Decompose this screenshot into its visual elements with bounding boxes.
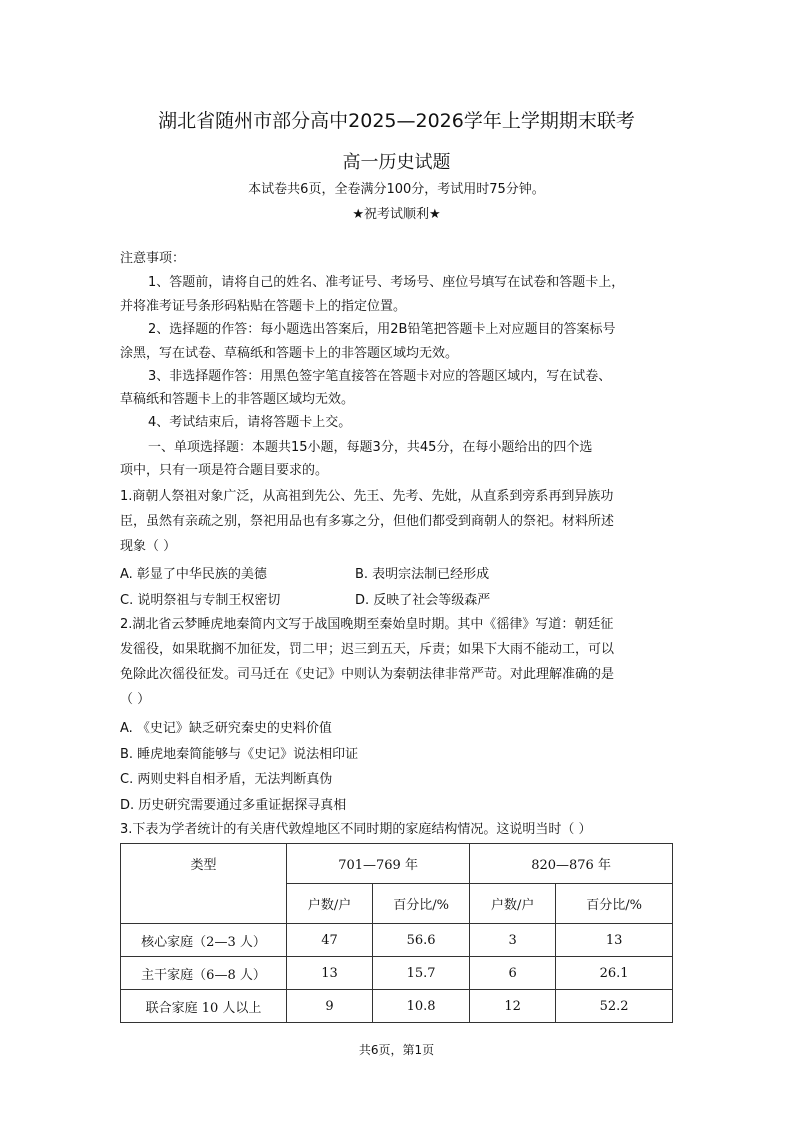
- table-header-percent-1: 百分比/%: [373, 884, 470, 924]
- table-header-households-2: 户数/户: [470, 884, 556, 924]
- table-header-period-1: 701—769 年: [287, 844, 470, 884]
- table-cell: 56.6: [373, 924, 470, 957]
- table-cell: 13: [556, 924, 673, 957]
- family-structure-table: [120, 843, 673, 1023]
- q1-stem-line-3: 现象（ ）: [120, 539, 177, 554]
- q2-option-c: C. 两则史料自相矛盾，无法判断真伪: [120, 772, 333, 787]
- q2-stem-line-3: 免除此次徭役征发。司马迁在《史记》中则认为秦朝法律非常严苛。对此理解准确的是: [120, 667, 615, 682]
- q1-option-c: C. 说明祭祖与专制王权密切: [120, 593, 281, 608]
- note-1-line-1: 1、答题前，请将自己的姓名、准考证号、考场号、座位号填写在试卷和答题卡上，: [148, 275, 625, 290]
- table-cell: 12: [470, 990, 556, 1023]
- note-3-line-2: 草稿纸和答题卡上的非答题区域均无效。: [120, 392, 355, 407]
- table-cell: 10.8: [373, 990, 470, 1023]
- q2-stem-line-4: （ ）: [120, 692, 151, 707]
- exam-info: 本试卷共6页，全卷满分100分，考试用时75分钟。: [248, 182, 545, 197]
- section-instructions-line-2: 项中，只有一项是符合题目要求的。: [120, 463, 329, 478]
- table-header-type: 类型: [121, 844, 287, 924]
- section-instructions-line-1: 一、单项选择题：本题共15小题，每题3分，共45分，在每小题给出的四个选: [148, 440, 593, 455]
- table-row: [121, 924, 673, 957]
- table-cell: 47: [287, 924, 373, 957]
- note-3-line-1: 3、非选择题作答：用黑色签字笔直接答在答题卡对应的答题区域内，写在试卷、: [148, 369, 612, 384]
- table-header-percent-2: 百分比/%: [556, 884, 673, 924]
- exam-subtitle: 高一历史试题: [342, 152, 451, 173]
- q2-stem-line-1: 2.湖北省云梦睡虎地秦简内文写于战国晚期至秦始皇时期。其中《徭律》写道：朝廷征: [120, 617, 614, 632]
- table-cell: 13: [287, 957, 373, 990]
- q1-stem-line-1: 1.商朝人祭祖对象广泛，从高祖到先公、先王、先考、先妣，从直系到旁系再到异族功: [120, 489, 614, 504]
- note-2-line-2: 涂黑，写在试卷、草稿纸和答题卡上的非答题区域均无效。: [120, 346, 459, 361]
- table-cell: 6: [470, 957, 556, 990]
- table-row: [121, 957, 673, 990]
- note-1-line-2: 并将准考证号条形码粘贴在答题卡上的指定位置。: [120, 299, 407, 314]
- table-cell: 26.1: [556, 957, 673, 990]
- row-label: 联合家庭 10 人以上: [121, 990, 287, 1023]
- row-label: 主干家庭（6—8 人）: [121, 957, 287, 990]
- table-cell: 52.2: [556, 990, 673, 1023]
- q1-option-d: D. 反映了社会等级森严: [355, 593, 491, 608]
- table-cell: 3: [470, 924, 556, 957]
- table-cell: 15.7: [373, 957, 470, 990]
- q3-stem: 3.下表为学者统计的有关唐代敦煌地区不同时期的家庭结构情况。这说明当时（ ）: [120, 822, 592, 837]
- q2-option-d: D. 历史研究需要通过多重证据探寻真相: [120, 798, 347, 813]
- table-header-period-2: 820—876 年: [470, 844, 673, 884]
- q1-option-b: B. 表明宗法制已经形成: [355, 567, 490, 582]
- note-4: 4、考试结束后，请将答题卡上交。: [148, 415, 352, 430]
- q1-stem-line-2: 臣，虽然有亲疏之别，祭祀用品也有多寡之分，但他们都受到商朝人的祭祀。材料所述: [120, 514, 615, 529]
- table-row: [121, 990, 673, 1023]
- note-2-line-1: 2、选择题的作答：每小题选出答案后，用2B铅笔把答题卡上对应题目的答案标号: [148, 322, 616, 337]
- table-cell: 9: [287, 990, 373, 1023]
- notes-heading: 注意事项：: [120, 251, 186, 266]
- row-label: 核心家庭（2—3 人）: [121, 924, 287, 957]
- q2-stem-line-2: 发徭役，如果耽搁不加征发，罚二甲；迟三到五天，斥责；如果下大雨不能动工，可以: [120, 642, 615, 657]
- page-footer: 共6页，第1页: [358, 1043, 435, 1057]
- q2-option-a: A. 《史记》缺乏研究秦史的史料价值: [120, 721, 332, 736]
- table-header-households-1: 户数/户: [287, 884, 373, 924]
- q1-option-a: A. 彰显了中华民族的美德: [120, 567, 267, 582]
- exam-title: 湖北省随州市部分高中2025—2026学年上学期期末联考: [158, 110, 635, 132]
- exam-wish: ★祝考试顺利★: [352, 207, 441, 222]
- q2-option-b: B. 睡虎地秦简能够与《史记》说法相印证: [120, 747, 359, 762]
